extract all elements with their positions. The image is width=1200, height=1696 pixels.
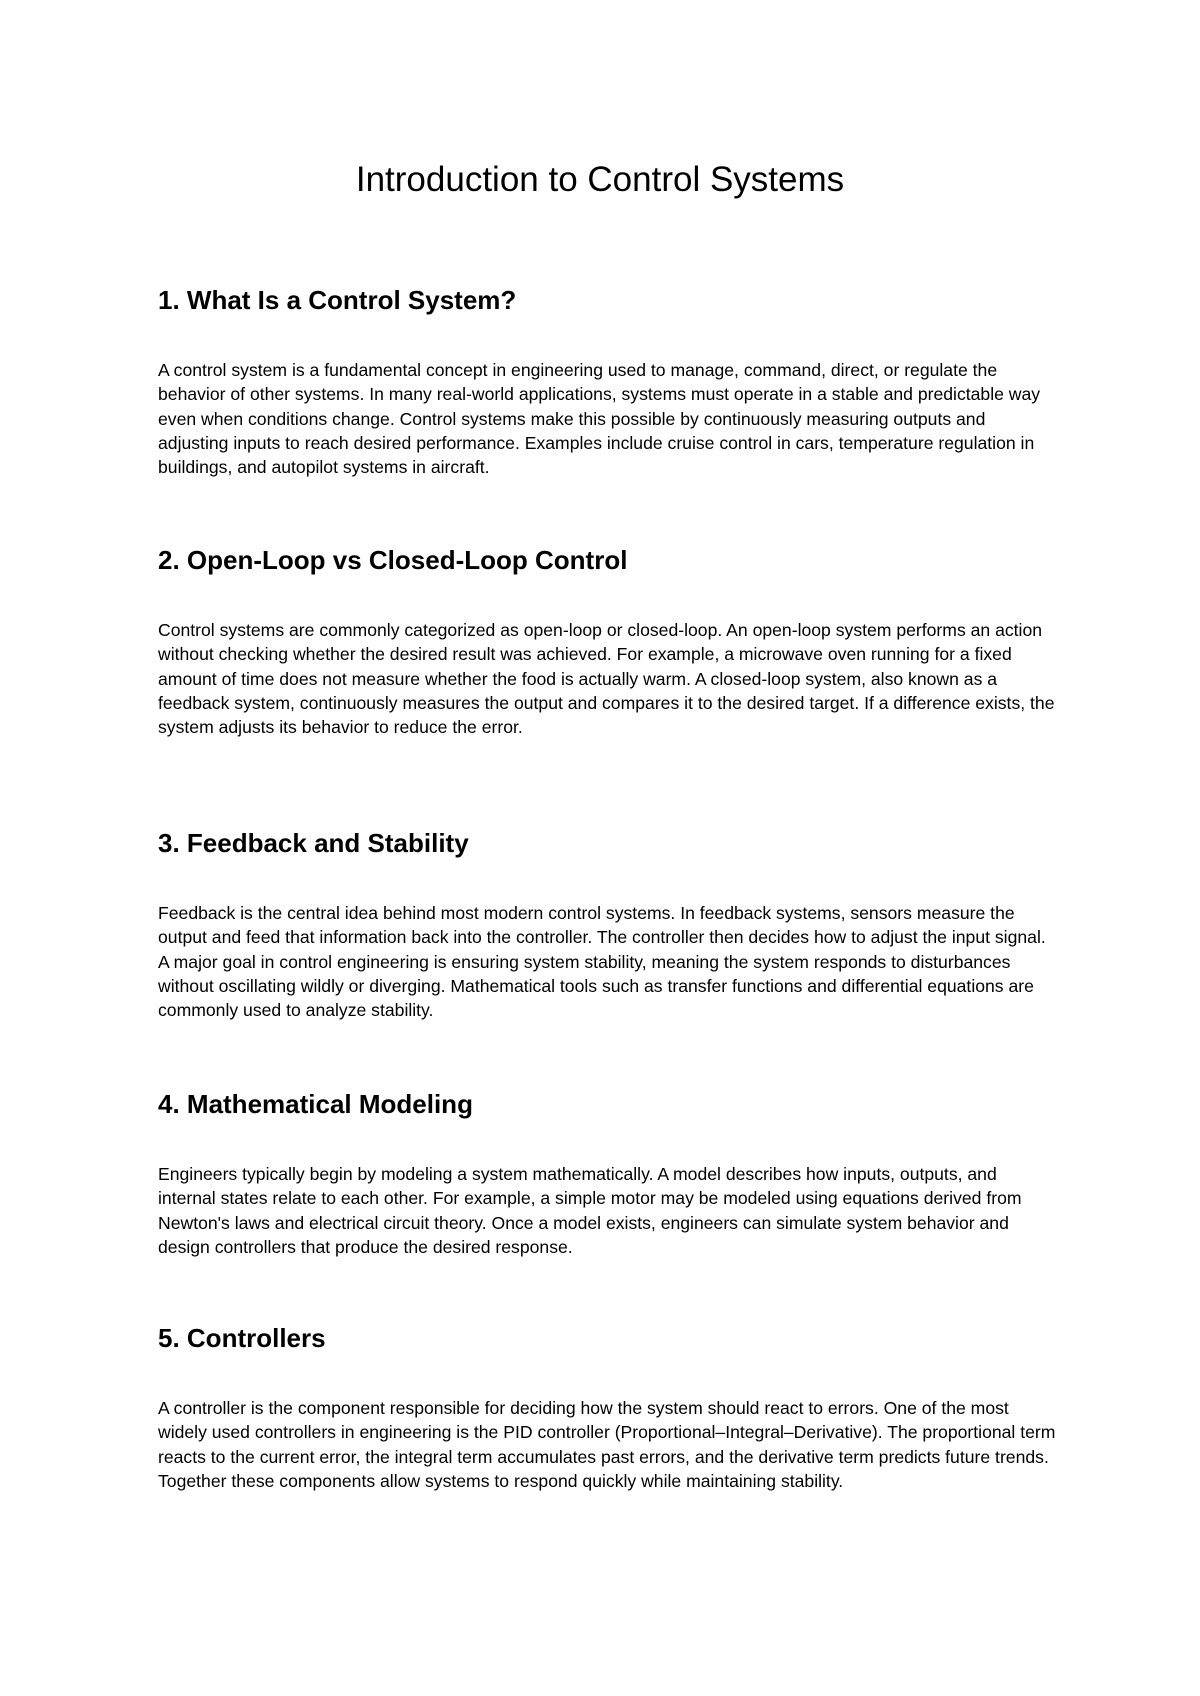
section-body: Feedback is the central idea behind most modern control systems. In feedback systems, sensors measure the output and feed that information back into the controller. The controller then decides how to adjust the input signal. A major goal in control engineering is ensuring system stability, meaning the system responds to disturbances without oscillating wildly or diverging. Mathematical tools such as transfer functions and differential equations are commonly used to analyze stability. (158, 903, 1046, 1021)
section-heading: 3. Feedback and Stability (158, 828, 469, 858)
section-body: Engineers typically begin by modeling a system mathematically. A model describes how inputs, outputs, and internal states relate to each other. For example, a simple motor may be modeled using equations derived from Newton's laws and electrical circuit theory. Once a model exists, engineers can simulate system behavior and design controllers that produce the desired response. (158, 1164, 1022, 1257)
section-body: A controller is the component responsible for deciding how the system should react to errors. One of the most widely used controllers in engineering is the PID controller (Proportional–Integral–Derivative). The proportional term reacts to the current error, the integral term accumulates past errors, and the derivative term predicts future trends. Together these components allow systems to respond quickly while maintaining stability. (158, 1398, 1056, 1491)
section-heading: 1. What Is a Control System? (158, 285, 517, 315)
section-feedback-and-stability (158, 826, 1058, 1022)
section-what-is-control-system (158, 283, 1058, 479)
section-heading: 4. Mathematical Modeling (158, 1089, 473, 1119)
section-heading: 5. Controllers (158, 1323, 326, 1353)
section-controllers (158, 1321, 1058, 1493)
section-body: Control systems are commonly categorized as open-loop or closed-loop. An open-loop system performs an action without checking whether the desired result was achieved. For example, a microwave oven running for a fixed amount of time does not measure whether the food is actually warm. A closed-loop system, also known as a feedback system, continuously measures the output and compares it to the desired target. If a difference exists, the system adjusts its behavior to reduce the error. (158, 620, 1055, 738)
section-heading: 2. Open-Loop vs Closed-Loop Control (158, 545, 628, 575)
section-open-vs-closed-loop (158, 543, 1058, 739)
section-mathematical-modeling (158, 1087, 1058, 1259)
document-title: Introduction to Control Systems (355, 160, 845, 199)
section-body: A control system is a fundamental concept in engineering used to manage, command, direct, or regulate the behavior of other systems. In many real-world applications, systems must operate in a stable and predictable way even when conditions change. Control systems make this possible by continuously measuring outputs and adjusting inputs to reach desired performance. Examples include cruise control in cars, temperature regulation in buildings, and autopilot systems in aircraft. (158, 360, 1041, 478)
